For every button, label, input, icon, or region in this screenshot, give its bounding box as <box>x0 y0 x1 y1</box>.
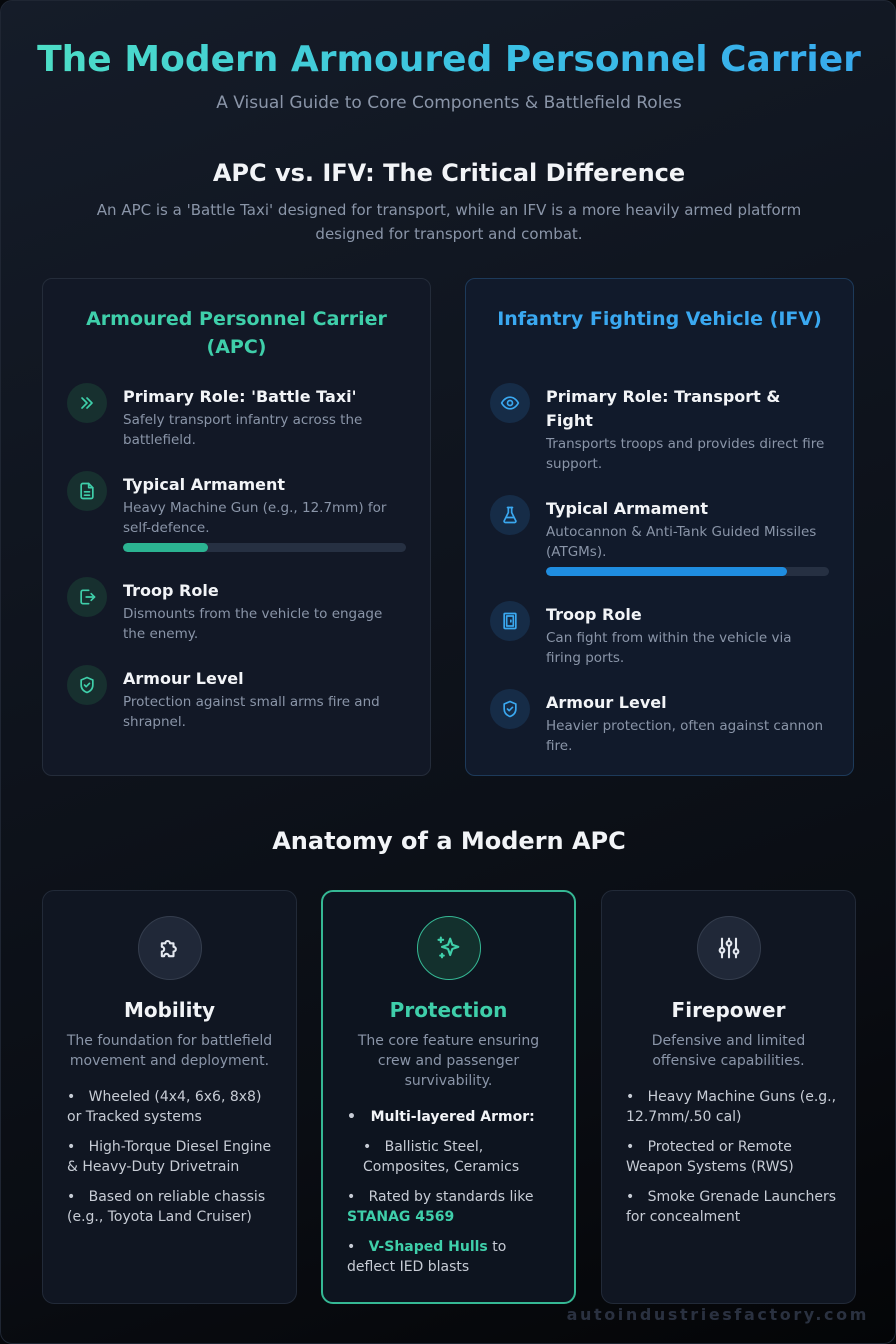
protection-card <box>321 890 576 1304</box>
puzzle-icon <box>138 916 202 980</box>
list-item: • Multi-layered Armor: <box>347 1109 535 1125</box>
list-item: • Based on reliable chassis (e.g., Toyota Land Cruiser) <box>67 1189 266 1225</box>
feature-title: Armour Level <box>123 669 244 688</box>
mobility-card <box>42 890 297 1304</box>
ifv-card-title: Infantry Fighting Vehicle (IFV) <box>497 308 822 330</box>
list-item: • Ballistic Steel, Composites, Ceramics <box>363 1139 520 1175</box>
list-item: • Wheeled (4x4, 6x6, 8x8) or Tracked systems <box>67 1089 262 1125</box>
card-title: Protection <box>389 998 508 1022</box>
feature-title: Typical Armament <box>123 475 286 494</box>
list-item: • Protected or Remote Weapon Systems (RWS) <box>626 1139 794 1175</box>
document-icon <box>67 471 107 511</box>
standard-highlight: STANAG 4569 <box>347 1209 455 1225</box>
list-item: • Smoke Grenade Launchers for concealment <box>626 1189 837 1225</box>
flask-icon <box>490 495 530 535</box>
feature-desc: Dismounts from the vehicle to engage the enemy. <box>123 606 383 642</box>
exit-door-icon <box>67 577 107 617</box>
hull-highlight: V-Shaped Hulls <box>368 1239 488 1255</box>
feature-desc: Transports troops and provides direct fire support. <box>546 436 825 472</box>
card-title: Firepower <box>671 998 786 1022</box>
feature-desc: Heavy Machine Gun (e.g., 12.7mm) for self-defence. <box>123 500 387 536</box>
card-desc: The foundation for battlefield movement and deployment. <box>66 1033 273 1069</box>
sliders-icon <box>697 916 761 980</box>
page-title: The Modern Armoured Personnel Carrier <box>1 37 896 83</box>
feature-title: Primary Role: Transport & Fight <box>546 387 781 430</box>
sparkles-icon <box>417 916 481 980</box>
feature-desc: Heavier protection, often against cannon fire. <box>546 718 824 754</box>
ifv-card <box>465 278 854 776</box>
comparison-heading: APC vs. IFV: The Critical Difference <box>212 159 686 187</box>
feature-title: Armour Level <box>546 693 667 712</box>
armament-level-fill <box>546 567 787 576</box>
shield-check-icon <box>490 689 530 729</box>
feature-title: Primary Role: 'Battle Taxi' <box>123 387 357 406</box>
list-item: • Heavy Machine Guns (e.g., 12.7mm/.50 cal) <box>626 1089 837 1125</box>
feature-desc: Autocannon & Anti-Tank Guided Missiles (ATGMs). <box>546 524 817 560</box>
list-item: • Rated by standards like STANAG 4569 <box>347 1189 534 1225</box>
door-panel-icon <box>490 601 530 641</box>
card-desc: The core feature ensuring crew and passenger survivability. <box>357 1033 540 1089</box>
eye-icon <box>490 383 530 423</box>
comparison-intro: An APC is a 'Battle Taxi' designed for transport, while an IFV is a more heavily armed platform designed for transport and combat. <box>96 201 802 243</box>
feature-title: Troop Role <box>546 605 642 624</box>
watermark: autoindustriesfactory.com <box>566 1305 869 1324</box>
card-title: Mobility <box>123 998 216 1022</box>
feature-desc: Protection against small arms fire and shrapnel. <box>123 694 380 730</box>
feature-title: Troop Role <box>123 581 219 600</box>
feature-desc: Can fight from within the vehicle via firing ports. <box>546 630 792 666</box>
armament-level-fill <box>123 543 208 552</box>
page-subtitle: A Visual Guide to Core Components & Battlefield Roles <box>216 93 682 113</box>
card-desc: Defensive and limited offensive capabilities. <box>651 1033 806 1069</box>
apc-card <box>42 278 431 776</box>
double-chevron-right-icon <box>67 383 107 423</box>
list-item: • High-Torque Diesel Engine & Heavy-Duty Drivetrain <box>67 1139 272 1175</box>
feature-desc: Safely transport infantry across the battlefield. <box>123 412 363 448</box>
firepower-card <box>601 890 856 1304</box>
armament-level-bar <box>546 567 829 576</box>
shield-check-icon <box>67 665 107 705</box>
armament-level-bar <box>123 543 406 552</box>
apc-card-title: Armoured Personnel Carrier (APC) <box>86 308 387 358</box>
anatomy-heading: Anatomy of a Modern APC <box>272 827 626 855</box>
feature-title: Typical Armament <box>546 499 709 518</box>
list-item: • V-Shaped Hulls to deflect IED blasts <box>347 1239 507 1275</box>
